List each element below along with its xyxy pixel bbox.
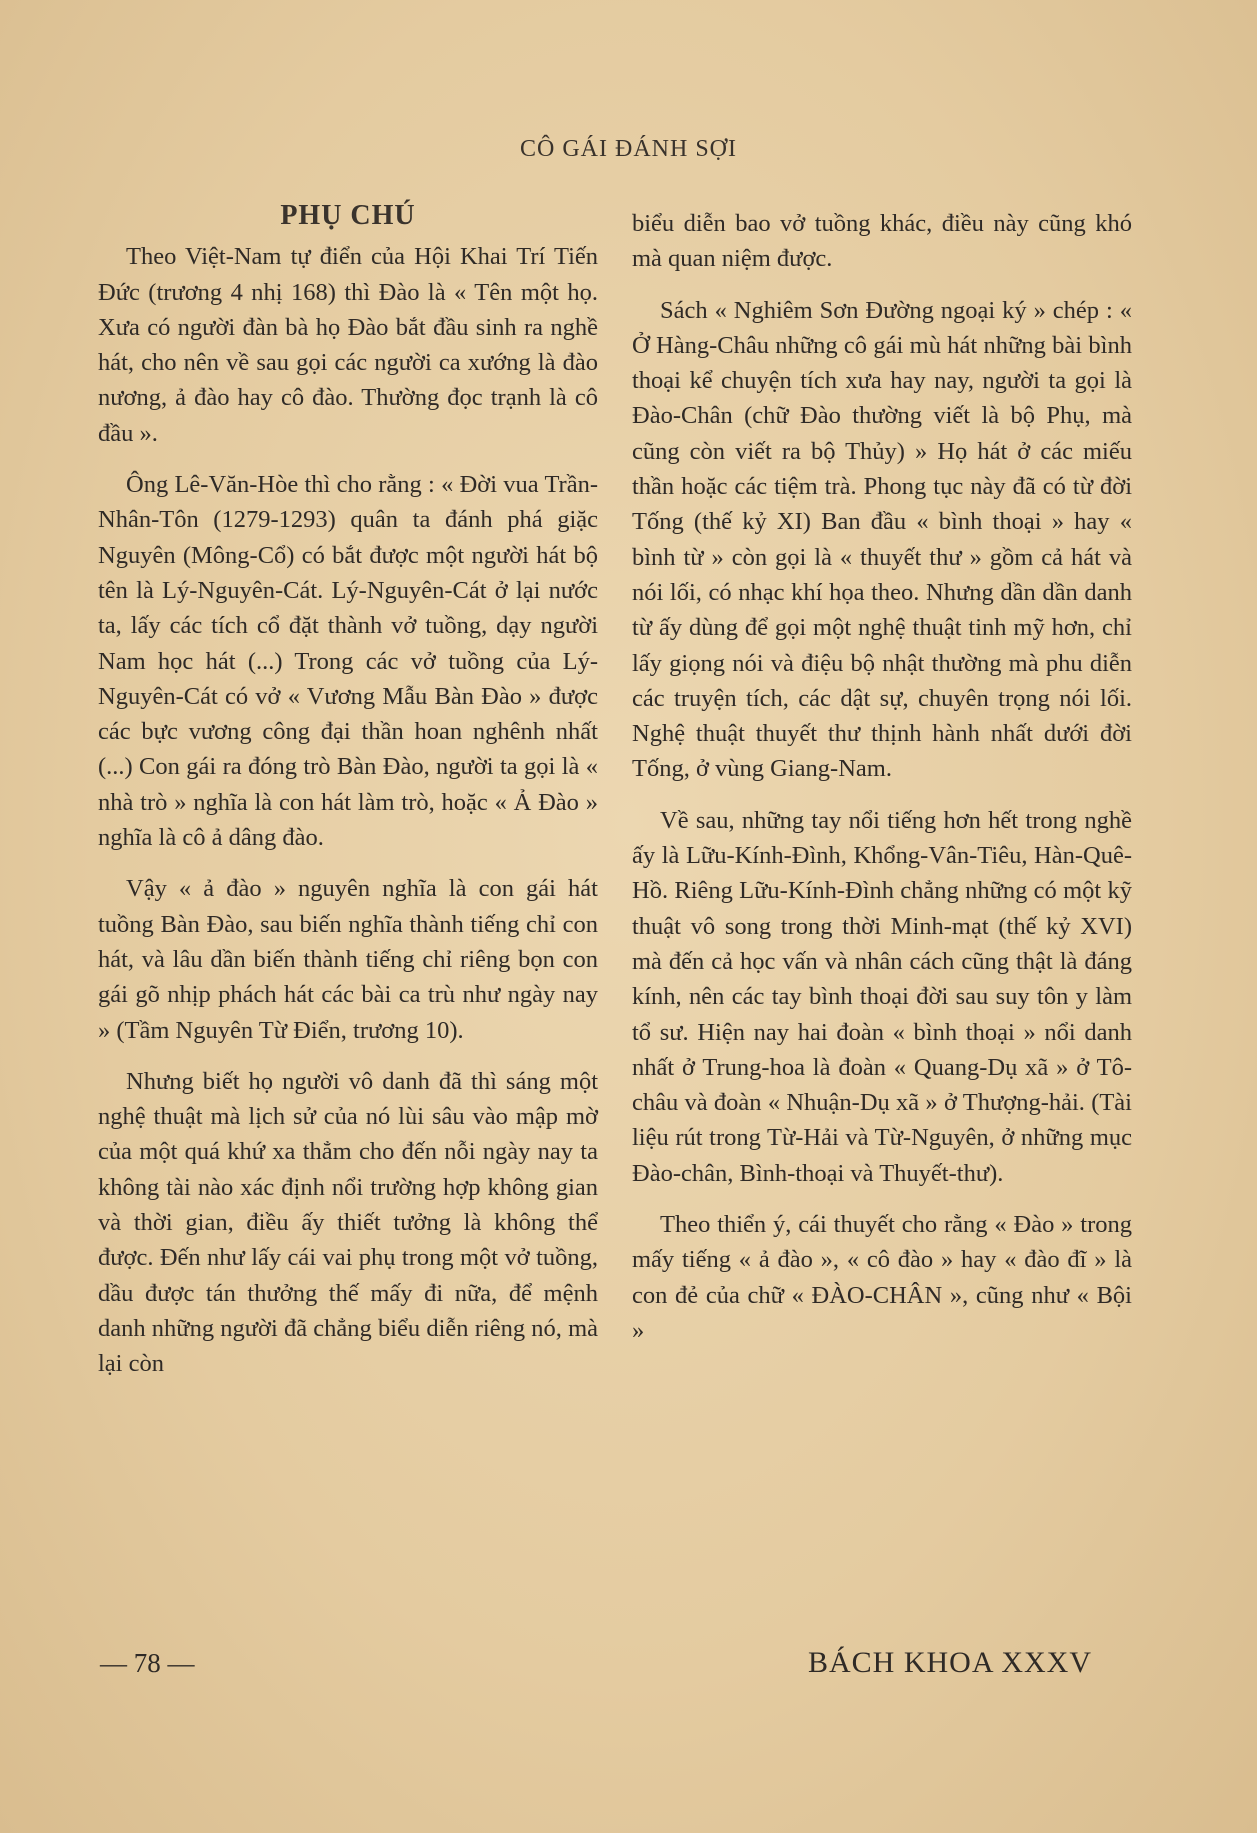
paragraph: Sách « Nghiêm Sơn Đường ngoại ký » chép : « Ở Hàng-Châu những cô gái mù hát những bài bình thoại kể chuyện tích xưa hay nay, người ta gọi là Đào-Chân (chữ Đào thường viết là bộ Phụ, mà cũng còn viết ra bộ Thủy) » Họ hát ở các miếu thần hoặc các tiệm trà. Phong tục này đã có từ đời Tống (thế kỷ XI) Ban đầu « bình thoại » hay « bình từ » còn gọi là « thuyết thư » gồm cả hát và nói lối, có nhạc khí họa theo. Nhưng dần dần danh từ ấy dùng để gọi một nghệ thuật tinh mỹ hơn, chỉ lấy giọng nói và điệu bộ nhật thường mà phu diễn các truyện tích, các dật sự, chuyên trọng nói lối. Nghệ thuật thuyết thư thịnh hành nhất dưới đời Tống, ở vùng Giang-Nam. <box>632 296 1132 783</box>
section-title: PHỤ CHÚ <box>280 200 416 231</box>
paragraph: Về sau, những tay nổi tiếng hơn hết trong nghề ấy là Lữu-Kính-Đình, Khổng-Vân-Tiêu, Hàn-Quê-Hồ. Riêng Lữu-Kính-Đình chẳng những có một kỹ thuật vô song trong thời Minh-mạt (thế kỷ XVI) mà đến cả học vấn và nhân cách cũng thật là đáng kính, nên các tay bình thoại đời sau suy tôn y làm tổ sư. Hiện nay hai đoàn « bình thoại » nổi danh nhất ở Trung-hoa là đoàn « Quang-Dụ xã » ở Tô-châu và đoàn « Nhuận-Dụ xã » ở Thượng-hải. (Tài liệu rút trong Từ-Hải và Từ-Nguyên, ở những mục Đào-chân, Bình-thoại và Thuyết-thư). <box>632 806 1132 1187</box>
page-number: — 78 — <box>100 1648 195 1678</box>
paragraph-continued: biểu diễn bao vở tuồng khác, điều này cũng khó mà quan niệm được. <box>632 210 1132 273</box>
paragraph: Ông Lê-Văn-Hòe thì cho rằng : « Đời vua Trần-Nhân-Tôn (1279-1293) quân ta đánh phá giặc Nguyên (Mông-Cổ) có bắt được một người hát bộ tên là Lý-Nguyên-Cát. Lý-Nguyên-Cát ở lại nước ta, lấy các tích cổ đặt thành vở tuồng, dạy người Nam học hát (...) Trong các vở tuồng của Lý-Nguyên-Cát có vở « Vương Mẫu Bàn Đào » được các bực vương công đại thần hoan nghênh nhất (...) Con gái ra đóng trò Bàn Đào, người ta gọi là « nhà trò » nghĩa là con hát làm trò, hoặc « Ả Đào » nghĩa là cô ả dâng đào. <box>98 471 598 852</box>
paragraph: Theo Việt-Nam tự điển của Hội Khai Trí Tiến Đức (trương 4 nhị 168) thì Đào là « Tên một họ. Xưa có người đàn bà họ Đào bắt đầu sinh ra nghề hát, cho nên về sau gọi các người ca xướng là đào nương, ả đào hay cô đào. Thường đọc trạnh là cô đầu ». <box>98 243 598 447</box>
right-column <box>632 206 1132 1364</box>
left-column <box>98 198 598 1398</box>
paragraph: Vậy « ả đào » nguyên nghĩa là con gái hát tuồng Bàn Đào, sau biến nghĩa thành tiếng chỉ con hát, và lâu dần biến thành tiếng chỉ riêng bọn con gái gõ nhịp phách hát các bài ca trù như ngày nay » (Tầm Nguyên Từ Điển, trương 10). <box>98 875 598 1044</box>
paragraph: Theo thiển ý, cái thuyết cho rằng « Đào » trong mấy tiếng « ả đào », « cô đào » hay « đào đĩ » là con đẻ của chữ « ĐÀO-CHÂN », cũng như « Bội » <box>632 1211 1132 1344</box>
publication-title: BÁCH KHOA XXXV <box>808 1646 1093 1679</box>
paragraph: Nhưng biết họ người vô danh đã thì sáng một nghệ thuật mà lịch sử của nó lùi sâu vào mập mờ của một quá khứ xa thẳm cho đến nỗi ngày nay ta không tài nào xác định nổi trường hợp không gian và thời gian, điều ấy thiết tưởng là không thể được. Đến như lấy cái vai phụ trong một vở tuồng, dầu được tán thưởng thế mấy đi nữa, để mệnh danh những người đã chẳng biểu diễn riêng nó, mà lại còn <box>98 1067 598 1378</box>
running-header: CÔ GÁI ĐÁNH SỢI <box>520 136 737 162</box>
